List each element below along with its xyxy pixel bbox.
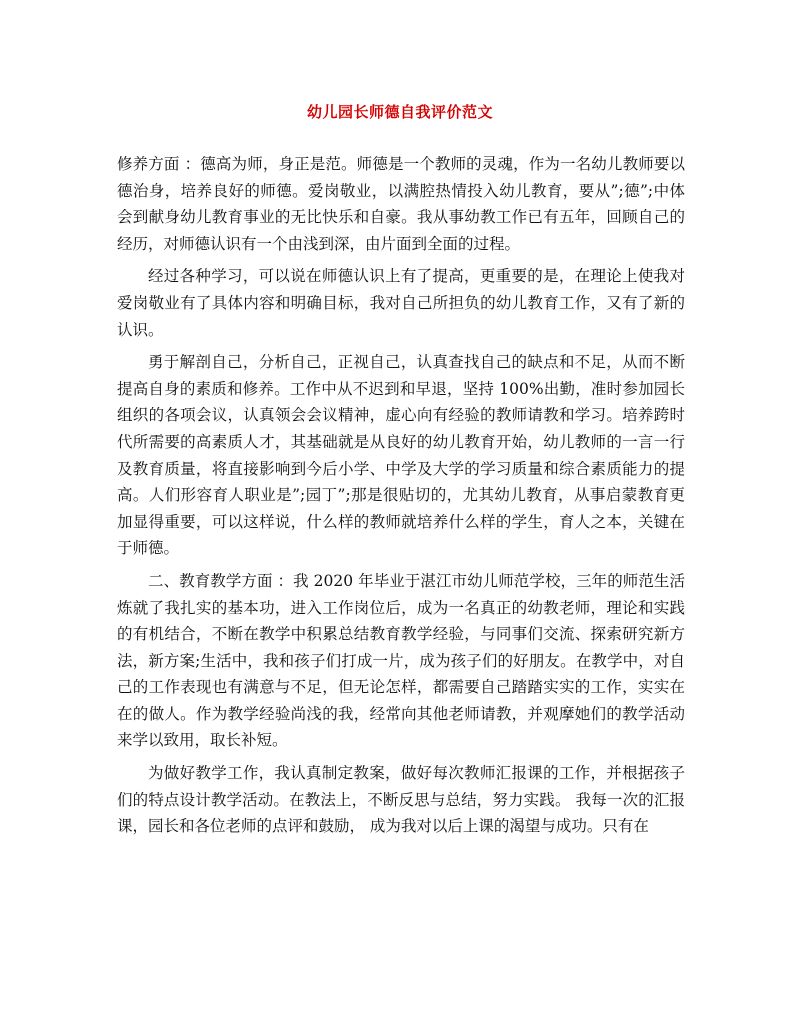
- document-title: 幼儿园长师德自我评价范文: [306, 103, 493, 121]
- paragraph-5: 为做好教学工作，我认真制定教案，做好每次教师汇报课的工作，并根据孩子们的特点设计教学活动。在教法上，不断反思与总结，努力实践。 我每一次的汇报课，园长和各位老师的点评和鼓励， 成为我对以后上课的渴望与成功。只有在: [117, 764, 685, 836]
- document-body: [117, 151, 685, 846]
- paragraph-2: 经过各种学习，可以说在师德认识上有了提高，更重要的是，在理论上使我对爱岗敬业有了具体内容和明确目标，我对自己所担负的幼儿教育工作，又有了新的认识。: [117, 267, 685, 339]
- paragraph-3: 勇于解剖自己，分析自己，正视自己，认真查找自己的缺点和不足，从而不断提高自身的素质和修养。工作中从不迟到和早退，坚持 100%出勤，准时参加园长组织的各项会议，认真领会会议精神，虚心向有经验的教师请教和学习。培养跨时代所需要的高素质人才，其基础就是从良好的幼儿教育开始，幼儿教师的一言一行及教育质量，将直接影响到今后小学、中学及大学的学习质量和综合素质能力的提高。人们形容育人职业是”;园丁”;那是很贴切的，尤其幼儿教育，从事启蒙教育更加显得重要，可以这样说，什么样的教师就培养什么样的学生，育人之本，关键在于师德。: [117, 353, 685, 558]
- paragraph-1: 修养方面 ：德高为师，身正是范。师德是一个教师的灵魂，作为一名幼儿教师要以德治身，培养良好的师德。爱岗敬业，以满腔热情投入幼儿教育，要从”;德”;中体会到献身幼儿教育事业的无比快乐和自豪。我从事幼教工作已有五年，回顾自己的经历，对师德认识有一个由浅到深，由片面到全面的过程。: [117, 155, 685, 253]
- paragraph-4: 二、教育教学方面 ：我 2020 年毕业于湛江市幼儿师范学校，三年的师范生活炼就了我扎实的基本功，进入工作岗位后，成为一名真正的幼教老师，理论和实践的有机结合，不断在教学中积累总结教育教学经验，与同事们交流、探索研究新方法，新方案;生活中，我和孩子们打成一片，成为孩子们的好朋友。在教学中，对自己的工作表现也有满意与不足，但无论怎样，都需要自己踏踏实实的工作，实实在在的做人。作为教学经验尚浅的我，经常向其他老师请教，并观摩她们的教学活动来学以致用，取长补短。: [117, 571, 685, 750]
